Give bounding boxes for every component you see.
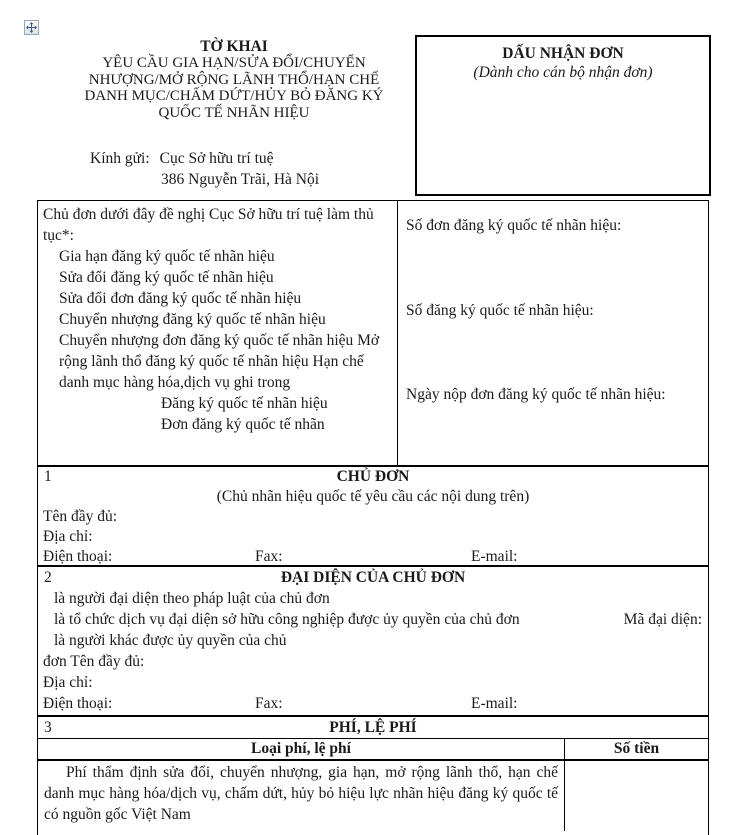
form-subtitle-line: NHƯỢNG/MỞ RỘNG LÃNH THỔ/HẠN CHẾ — [88, 71, 380, 88]
request-option: Sửa đổi đơn đăng ký quốc tế nhãn hiệu — [59, 290, 302, 307]
section-title: PHÍ, LỆ PHÍ — [329, 719, 417, 736]
representative-email-label: E-mail: — [471, 695, 518, 712]
owner-email-label: E-mail: — [471, 548, 518, 565]
fee-table-header — [38, 739, 708, 761]
request-target-option: Đơn đăng ký quốc tế nhãn — [161, 416, 325, 433]
fee-type-cell — [38, 761, 565, 831]
request-option: Chuyển nhượng đăng ký quốc tế nhãn hiệu — [59, 311, 326, 328]
owner-contact-line — [38, 547, 708, 567]
section-representative-header — [38, 567, 708, 588]
ir-application-number-label: Số đơn đăng ký quốc tế nhãn hiệu: — [406, 217, 622, 234]
request-option: Sửa đổi đăng ký quốc tế nhãn hiệu — [59, 269, 274, 286]
owner-fax-label: Fax: — [255, 548, 283, 565]
request-option: Gia hạn đăng ký quốc tế nhãn hiệu — [59, 248, 275, 265]
fee-table — [38, 738, 708, 831]
recipient-address: 386 Nguyễn Trãi, Hà Nội — [161, 171, 320, 188]
fee-amount-cell — [565, 761, 708, 831]
recipient-block — [90, 148, 420, 190]
section-number: 1 — [44, 468, 52, 485]
request-options-cell — [38, 201, 398, 465]
form-subtitle-line: DANH MỤC/CHẤM DỨT/HỦY BỎ ĐĂNG KÝ — [84, 88, 384, 104]
table-move-handle-icon[interactable] — [24, 20, 39, 35]
representative-option-row — [38, 609, 708, 630]
representative-phone-label: Điện thoại: — [43, 695, 113, 712]
representative-contact-line — [38, 693, 708, 714]
receipt-stamp-box — [415, 35, 711, 196]
fee-table-row — [38, 761, 708, 831]
agent-code-label: Mã đại diện: — [623, 611, 702, 628]
section-owner-header — [38, 467, 708, 487]
form-header — [55, 38, 413, 121]
form-title: TỜ KHAI — [200, 38, 268, 55]
fee-type-column-header: Loại phí, lệ phí — [38, 739, 565, 761]
fee-description: Phí thẩm định sửa đổi, chuyển nhượng, gia hạn, mở rộng lãnh thổ, hạn chế danh mục hàng hóa/dịch vụ, chấm dứt, hủy bỏ hiệu lực nhãn hiệu đăng ký quốc tế có nguồn gốc Việt Nam — [44, 764, 558, 823]
section-fees — [38, 715, 708, 835]
stamp-box-title: DẤU NHẬN ĐƠN — [502, 45, 624, 62]
ir-registration-number-label: Số đăng ký quốc tế nhãn hiệu: — [406, 302, 594, 319]
representative-address-label: Địa chỉ: — [43, 674, 93, 691]
recipient-name: Cục Sở hữu trí tuệ — [159, 150, 274, 167]
section-representative — [38, 565, 708, 715]
section-title: CHỦ ĐƠN — [336, 468, 410, 485]
owner-fullname-label: Tên đầy đủ: — [43, 508, 118, 525]
fee-amount-column-header: Số tiền — [565, 739, 708, 761]
form-table — [37, 200, 709, 835]
stamp-box-subtitle: (Dành cho cán bộ nhận đơn) — [473, 64, 653, 81]
section-owner — [38, 465, 708, 565]
section-number: 2 — [44, 569, 52, 586]
section-number: 3 — [44, 719, 52, 736]
request-target-options — [161, 393, 392, 435]
form-subtitle-line: QUỐC TẾ NHÃN HIỆU — [158, 104, 310, 121]
kinh-gui-label: Kính gửi: — [90, 150, 150, 167]
section-owner-subtitle: (Chủ nhãn hiệu quốc tế yêu cầu các nội dung trên) — [216, 488, 530, 505]
form-subtitle-line: YÊU CẦU GIA HẠN/SỬA ĐỔI/CHUYỂN — [102, 55, 366, 71]
section-fees-header — [38, 717, 708, 738]
representative-fax-label: Fax: — [255, 695, 283, 712]
request-option: Chuyển nhượng đơn đăng ký quốc tế nhãn hiệu Mở rộng lãnh thổ đăng ký quốc tế nhãn hiệu Hạn chế danh mục hàng hóa,dịch vụ ghi trong — [59, 332, 380, 391]
section-title: ĐẠI DIỆN CỦA CHỦ ĐƠN — [280, 569, 466, 586]
ir-filing-date-label: Ngày nộp đơn đăng ký quốc tế nhãn hiệu: — [406, 386, 666, 403]
request-target-option: Đăng ký quốc tế nhãn hiệu — [161, 395, 328, 412]
owner-address-label: Địa chỉ: — [43, 528, 93, 545]
ir-numbers-cell — [398, 201, 708, 465]
request-intro: Chủ đơn dưới đây đề nghị Cục Sở hữu trí tuệ làm thủ tục*: — [43, 206, 374, 244]
owner-phone-label: Điện thoại: — [43, 548, 113, 565]
request-options-list — [43, 246, 392, 393]
representative-option: là tổ chức dịch vụ đại diện sở hữu công nghiệp được ủy quyền của chủ đơn — [54, 611, 520, 628]
representative-option: là người khác được ủy quyền của chủ — [54, 632, 287, 649]
representative-fullname-label: đơn Tên đầy đủ: — [43, 653, 145, 670]
move-arrows-glyph — [26, 22, 37, 33]
request-row — [38, 201, 708, 465]
representative-option: là người đại diện theo pháp luật của chủ đơn — [54, 590, 330, 607]
